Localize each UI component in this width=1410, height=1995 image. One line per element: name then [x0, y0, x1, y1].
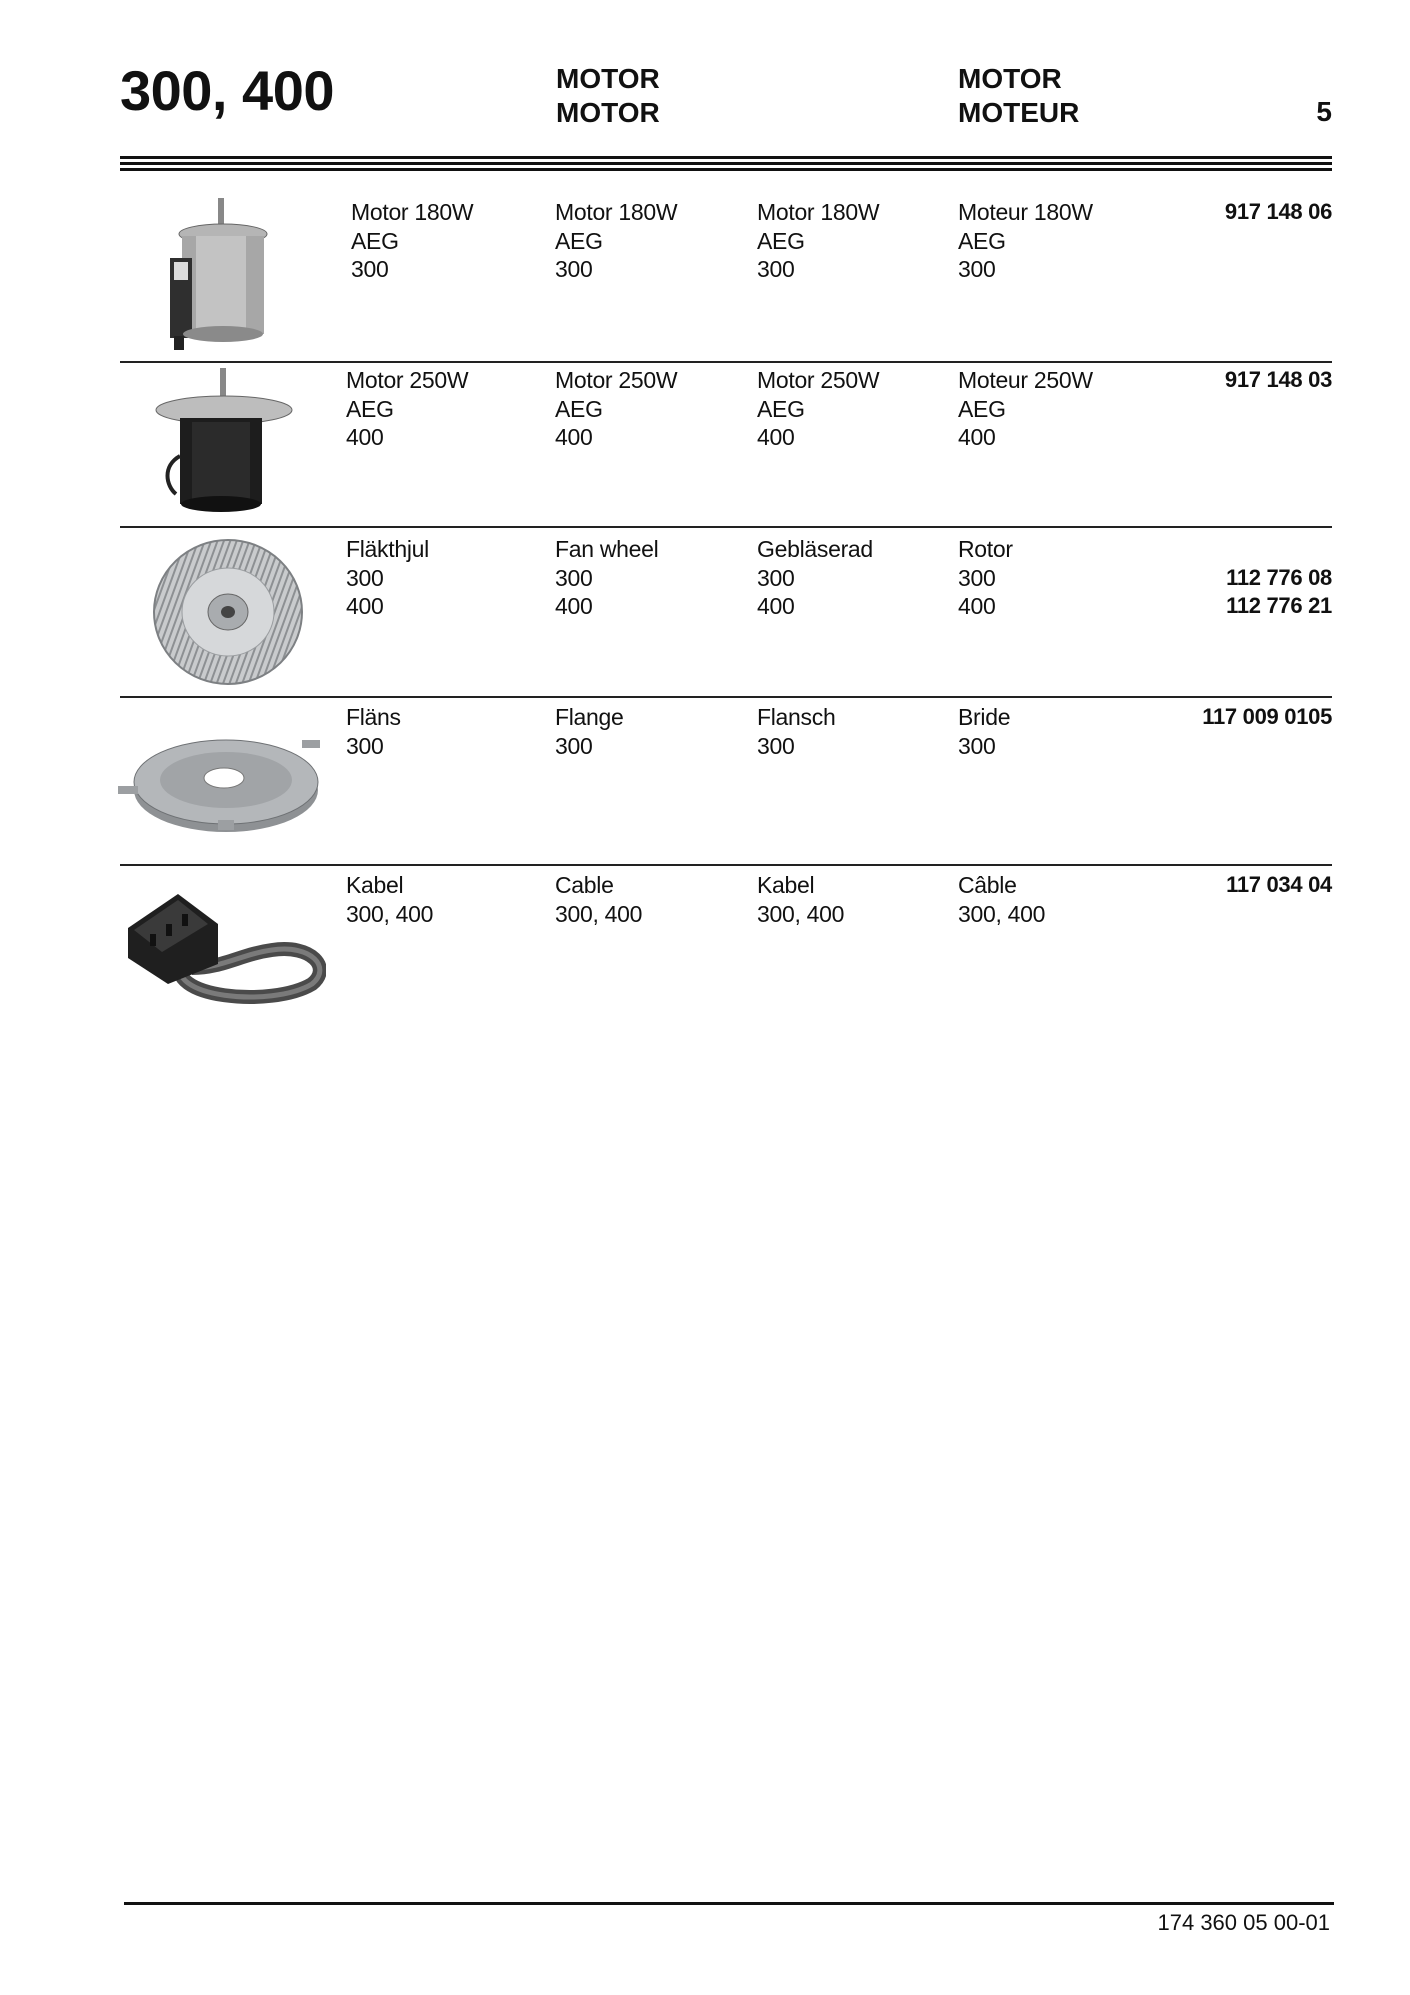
header-rule-bottom — [120, 168, 1332, 171]
row-separator — [120, 361, 1332, 363]
header-rule-top — [120, 156, 1332, 159]
flange-icon — [118, 726, 324, 836]
item-5-de: Kabel 300, 400 — [757, 872, 845, 927]
item-5-en: Cable 300, 400 — [555, 872, 643, 927]
item-5-part-number: 117 034 04 — [1226, 872, 1332, 897]
motor-180w-icon — [168, 196, 278, 352]
item-1-part-number: 917 148 06 — [1224, 199, 1332, 224]
item-2-de: Motor 250W AEG 400 — [757, 367, 880, 450]
motor-250w-icon — [152, 366, 294, 518]
item-2-sv: Motor 250W AEG 400 — [346, 367, 469, 450]
item-3-sv: Fläkthjul 300 400 — [346, 536, 429, 619]
item-2-part-number: 917 148 03 — [1224, 367, 1332, 392]
item-3-part-numbers: 112 776 08 112 776 21 — [1226, 564, 1332, 618]
section-title-fr: MOTEUR — [958, 97, 1080, 128]
item-2-fr: Moteur 250W AEG 400 — [958, 367, 1093, 450]
section-title-de: MOTOR — [958, 63, 1062, 94]
item-2-en: Motor 250W AEG 400 — [555, 367, 678, 450]
footer-rule — [124, 1902, 1334, 1905]
item-4-en: Flange 300 — [555, 704, 624, 759]
item-3-fr: Rotor 300 400 — [958, 536, 1013, 619]
row-separator — [120, 526, 1332, 528]
item-5-fr: Câble 300, 400 — [958, 872, 1046, 927]
item-4-fr: Bride 300 — [958, 704, 1011, 759]
fan-wheel-icon — [148, 536, 304, 688]
document-number: 174 360 05 00-01 — [1157, 1910, 1330, 1935]
item-1-fr: Moteur 180W AEG 300 — [958, 199, 1093, 282]
item-4-de: Flansch 300 — [757, 704, 836, 759]
section-title-sv-en — [556, 62, 660, 130]
item-5-sv: Kabel 300, 400 — [346, 872, 434, 927]
item-3-de: Gebläserad 300 400 — [757, 536, 873, 619]
item-1-de: Motor 180W AEG 300 — [757, 199, 880, 282]
cable-icon — [122, 888, 326, 1014]
row-separator — [120, 696, 1332, 698]
section-title-sv: MOTOR — [556, 63, 660, 94]
item-1-en: Motor 180W AEG 300 — [555, 199, 678, 282]
row-separator — [120, 864, 1332, 866]
model-title: 300, 400 — [120, 59, 334, 122]
section-title-de-fr — [958, 62, 1079, 130]
page-number: 5 — [1316, 96, 1332, 127]
item-4-part-number: 117 009 0105 — [1202, 704, 1332, 729]
header-rule-middle — [120, 162, 1332, 165]
item-4-sv: Fläns 300 — [346, 704, 401, 759]
section-title-en: MOTOR — [556, 97, 660, 128]
item-1-sv: Motor 180W AEG 300 — [351, 199, 474, 282]
item-3-en: Fan wheel 300 400 — [555, 536, 659, 619]
